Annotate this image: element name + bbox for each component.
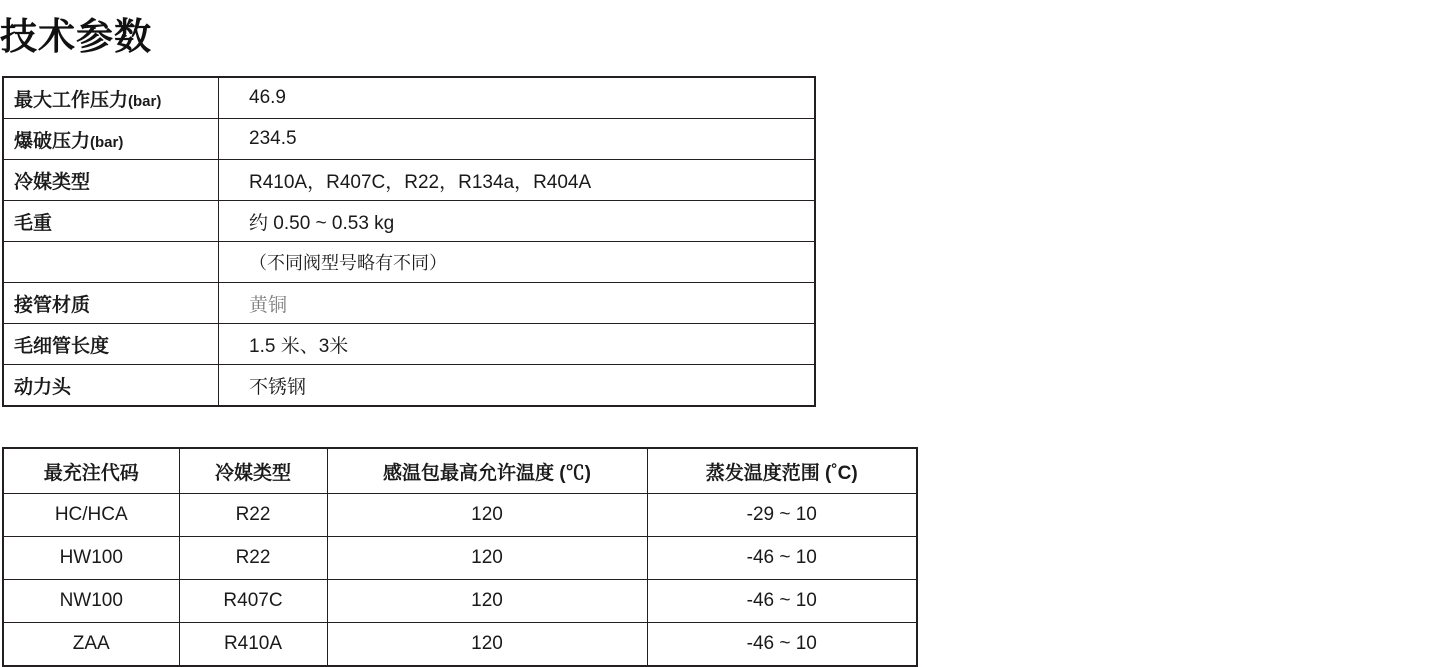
spec-label: 最大工作压力(bar) bbox=[3, 77, 219, 119]
cell-code: NW100 bbox=[3, 580, 179, 623]
cell-evaporating-range: -46 ~ 10 bbox=[647, 623, 917, 667]
cell-refrigerant: R410A bbox=[179, 623, 327, 667]
spec-value: R410A，R407C，R22，R134a，R404A bbox=[219, 160, 816, 201]
charge-code-table bbox=[2, 447, 918, 667]
spec-label: 接管材质 bbox=[3, 283, 219, 324]
cell-refrigerant: R407C bbox=[179, 580, 327, 623]
spec-value: 234.5 bbox=[219, 119, 816, 160]
table-row bbox=[3, 77, 815, 119]
cell-max-bulb-temp: 120 bbox=[327, 537, 647, 580]
column-header-evaporating-range: 蒸发温度范围 (˚C) bbox=[647, 448, 917, 494]
table-row bbox=[3, 365, 815, 407]
column-header-refrigerant: 冷媒类型 bbox=[179, 448, 327, 494]
column-header-max-bulb-temp: 感温包最高允许温度 (℃) bbox=[327, 448, 647, 494]
spec-label: 爆破压力(bar) bbox=[3, 119, 219, 160]
cell-max-bulb-temp: 120 bbox=[327, 623, 647, 667]
table-row bbox=[3, 537, 917, 580]
page-title: 技术参数 bbox=[0, 16, 152, 57]
spec-value: 黄铜 bbox=[219, 283, 816, 324]
spec-value: 不锈钢 bbox=[219, 365, 816, 407]
table-row bbox=[3, 160, 815, 201]
cell-evaporating-range: -46 ~ 10 bbox=[647, 580, 917, 623]
cell-evaporating-range: -46 ~ 10 bbox=[647, 537, 917, 580]
cell-code: HW100 bbox=[3, 537, 179, 580]
table-row bbox=[3, 494, 917, 537]
spec-label: 毛重 bbox=[3, 201, 219, 242]
cell-code: ZAA bbox=[3, 623, 179, 667]
table-row bbox=[3, 623, 917, 667]
spec-value: 46.9 bbox=[219, 77, 816, 119]
cell-max-bulb-temp: 120 bbox=[327, 580, 647, 623]
table-row bbox=[3, 324, 815, 365]
spec-label-unit: (bar) bbox=[128, 92, 162, 110]
table-row bbox=[3, 283, 815, 324]
cell-refrigerant: R22 bbox=[179, 494, 327, 537]
column-header-code: 最充注代码 bbox=[3, 448, 179, 494]
spec-label-unit: (bar) bbox=[90, 133, 124, 151]
table-row bbox=[3, 580, 917, 623]
spec-value: 1.5 米、3米 bbox=[219, 324, 816, 365]
spec-value-note: （不同阀型号略有不同） bbox=[219, 242, 816, 283]
cell-refrigerant: R22 bbox=[179, 537, 327, 580]
specifications-table bbox=[2, 76, 816, 407]
spec-value: 约 0.50 ~ 0.53 kg bbox=[219, 201, 816, 242]
spec-label: 毛细管长度 bbox=[3, 324, 219, 365]
cell-max-bulb-temp: 120 bbox=[327, 494, 647, 537]
table-row bbox=[3, 119, 815, 160]
spec-label bbox=[3, 242, 219, 283]
table-row bbox=[3, 201, 815, 242]
table-header-row bbox=[3, 448, 917, 494]
cell-evaporating-range: -29 ~ 10 bbox=[647, 494, 917, 537]
cell-code: HC/HCA bbox=[3, 494, 179, 537]
spec-label: 动力头 bbox=[3, 365, 219, 407]
spec-label: 冷媒类型 bbox=[3, 160, 219, 201]
table-row bbox=[3, 242, 815, 283]
